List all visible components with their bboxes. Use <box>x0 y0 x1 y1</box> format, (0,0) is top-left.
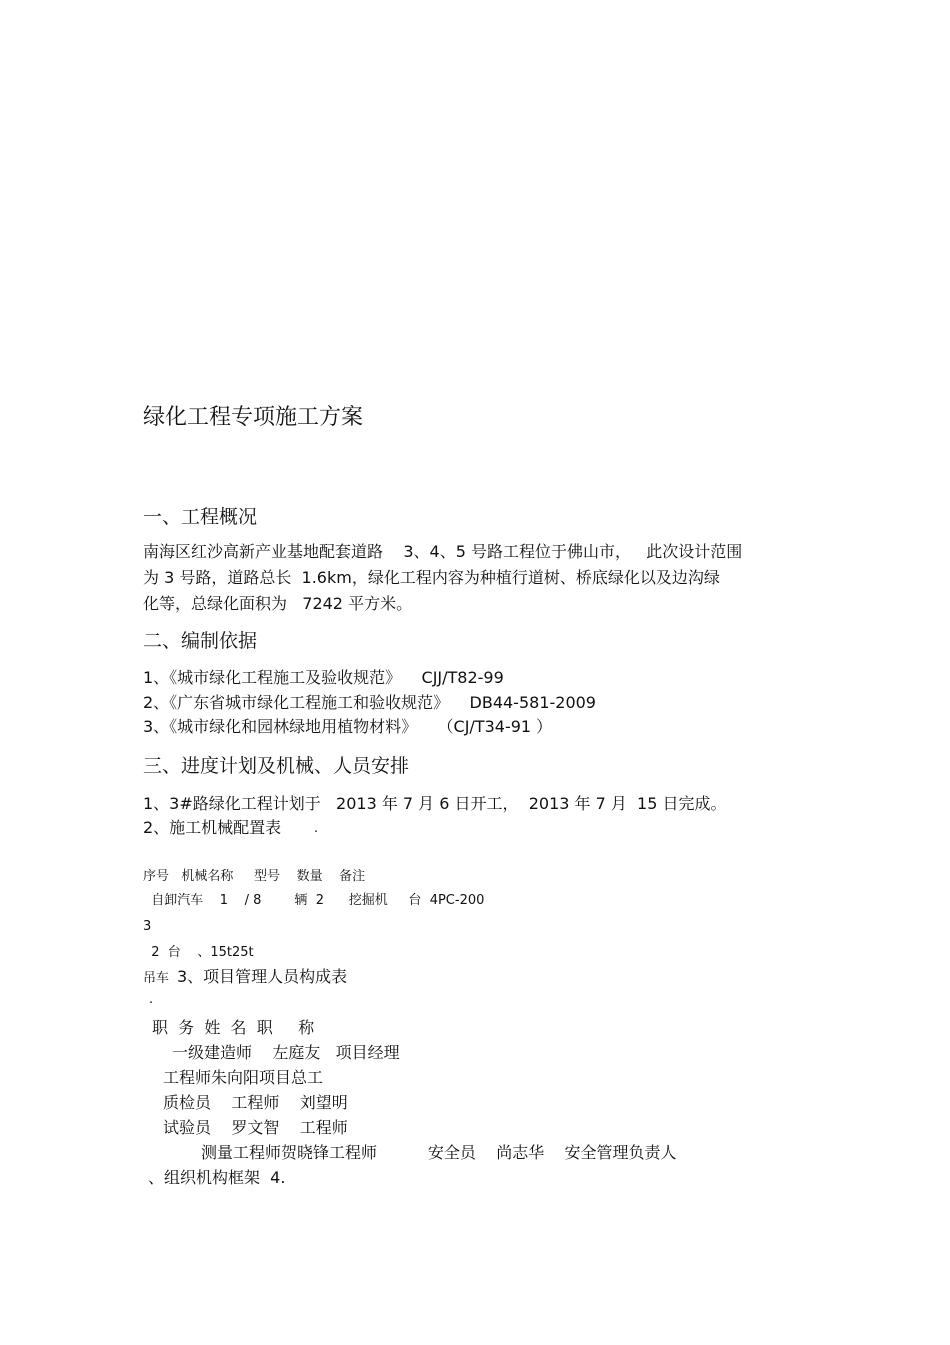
section-2-heading: 二、编制依据 <box>143 630 258 652</box>
section-1-heading: 一、工程概况 <box>143 506 258 528</box>
schedule-item: 1、3#路绿化工程计划于 2013 年 7 月 6 日开工， 2013 年 7 月 15 日完成。 <box>143 794 727 813</box>
staff-table-label: 3、项目管理人员构成表 <box>177 967 348 986</box>
staff-header-row: 职 务 姓 名 职 称 <box>152 1018 315 1037</box>
machine-table-mark: · <box>314 825 319 840</box>
section-1-line-3: 化等，总绿化面积为 7242 平方米。 <box>143 594 413 613</box>
staff-row-5: 测量工程师贺晓锋工程师 安全员 尚志华 安全管理负责人 <box>201 1143 677 1162</box>
section-3-heading: 三、进度计划及机械、人员安排 <box>143 755 410 777</box>
reference-item-3: 3、《城市绿化和园林绿地用植物材料》 （CJ/T34-91 ） <box>143 717 553 736</box>
reference-item-1: 1、《城市绿化工程施工及验收规范》 CJJ/T82-99 <box>143 668 504 687</box>
staff-row-2: 工程师朱向阳项目总工 <box>163 1068 324 1087</box>
machine-row-3: 2 台 、15t25t <box>143 945 254 960</box>
staff-row-1: 一级建造师 左庭友 项目经理 <box>172 1043 400 1062</box>
section-1-line-2: 为 3 号路，道路总长 1.6km，绿化工程内容为种植行道树、桥底绿化以及边沟绿 <box>143 568 720 587</box>
staff-row-3: 质检员 工程师 刘望明 <box>163 1093 348 1112</box>
document-title: 绿化工程专项施工方案 <box>143 405 364 430</box>
machine-row-1: 自卸汽车 1 / 8 辆 2 挖掘机 台 4PC-200 <box>143 893 485 908</box>
reference-item-2: 2、《广东省城市绿化工程施工和验收规范》 DB44-581-2009 <box>143 693 596 712</box>
org-structure-line: 、组织机构框架 4. <box>148 1168 286 1187</box>
machine-table-label: 2、施工机械配置表 <box>143 818 282 837</box>
section-1-line-1: 南海区红沙高新产业基地配套道路 3、4、5 号路工程位于佛山市， 此次设计范围 <box>143 542 743 561</box>
machine-row-2: 3 <box>143 919 152 934</box>
staff-table-dot: · <box>149 996 154 1011</box>
staff-row-4: 试验员 罗文智 工程师 <box>163 1118 348 1137</box>
machine-header-row: 序号 机械名称 型号 数量 备注 <box>143 869 366 884</box>
crane-label: 吊车 <box>143 971 170 986</box>
